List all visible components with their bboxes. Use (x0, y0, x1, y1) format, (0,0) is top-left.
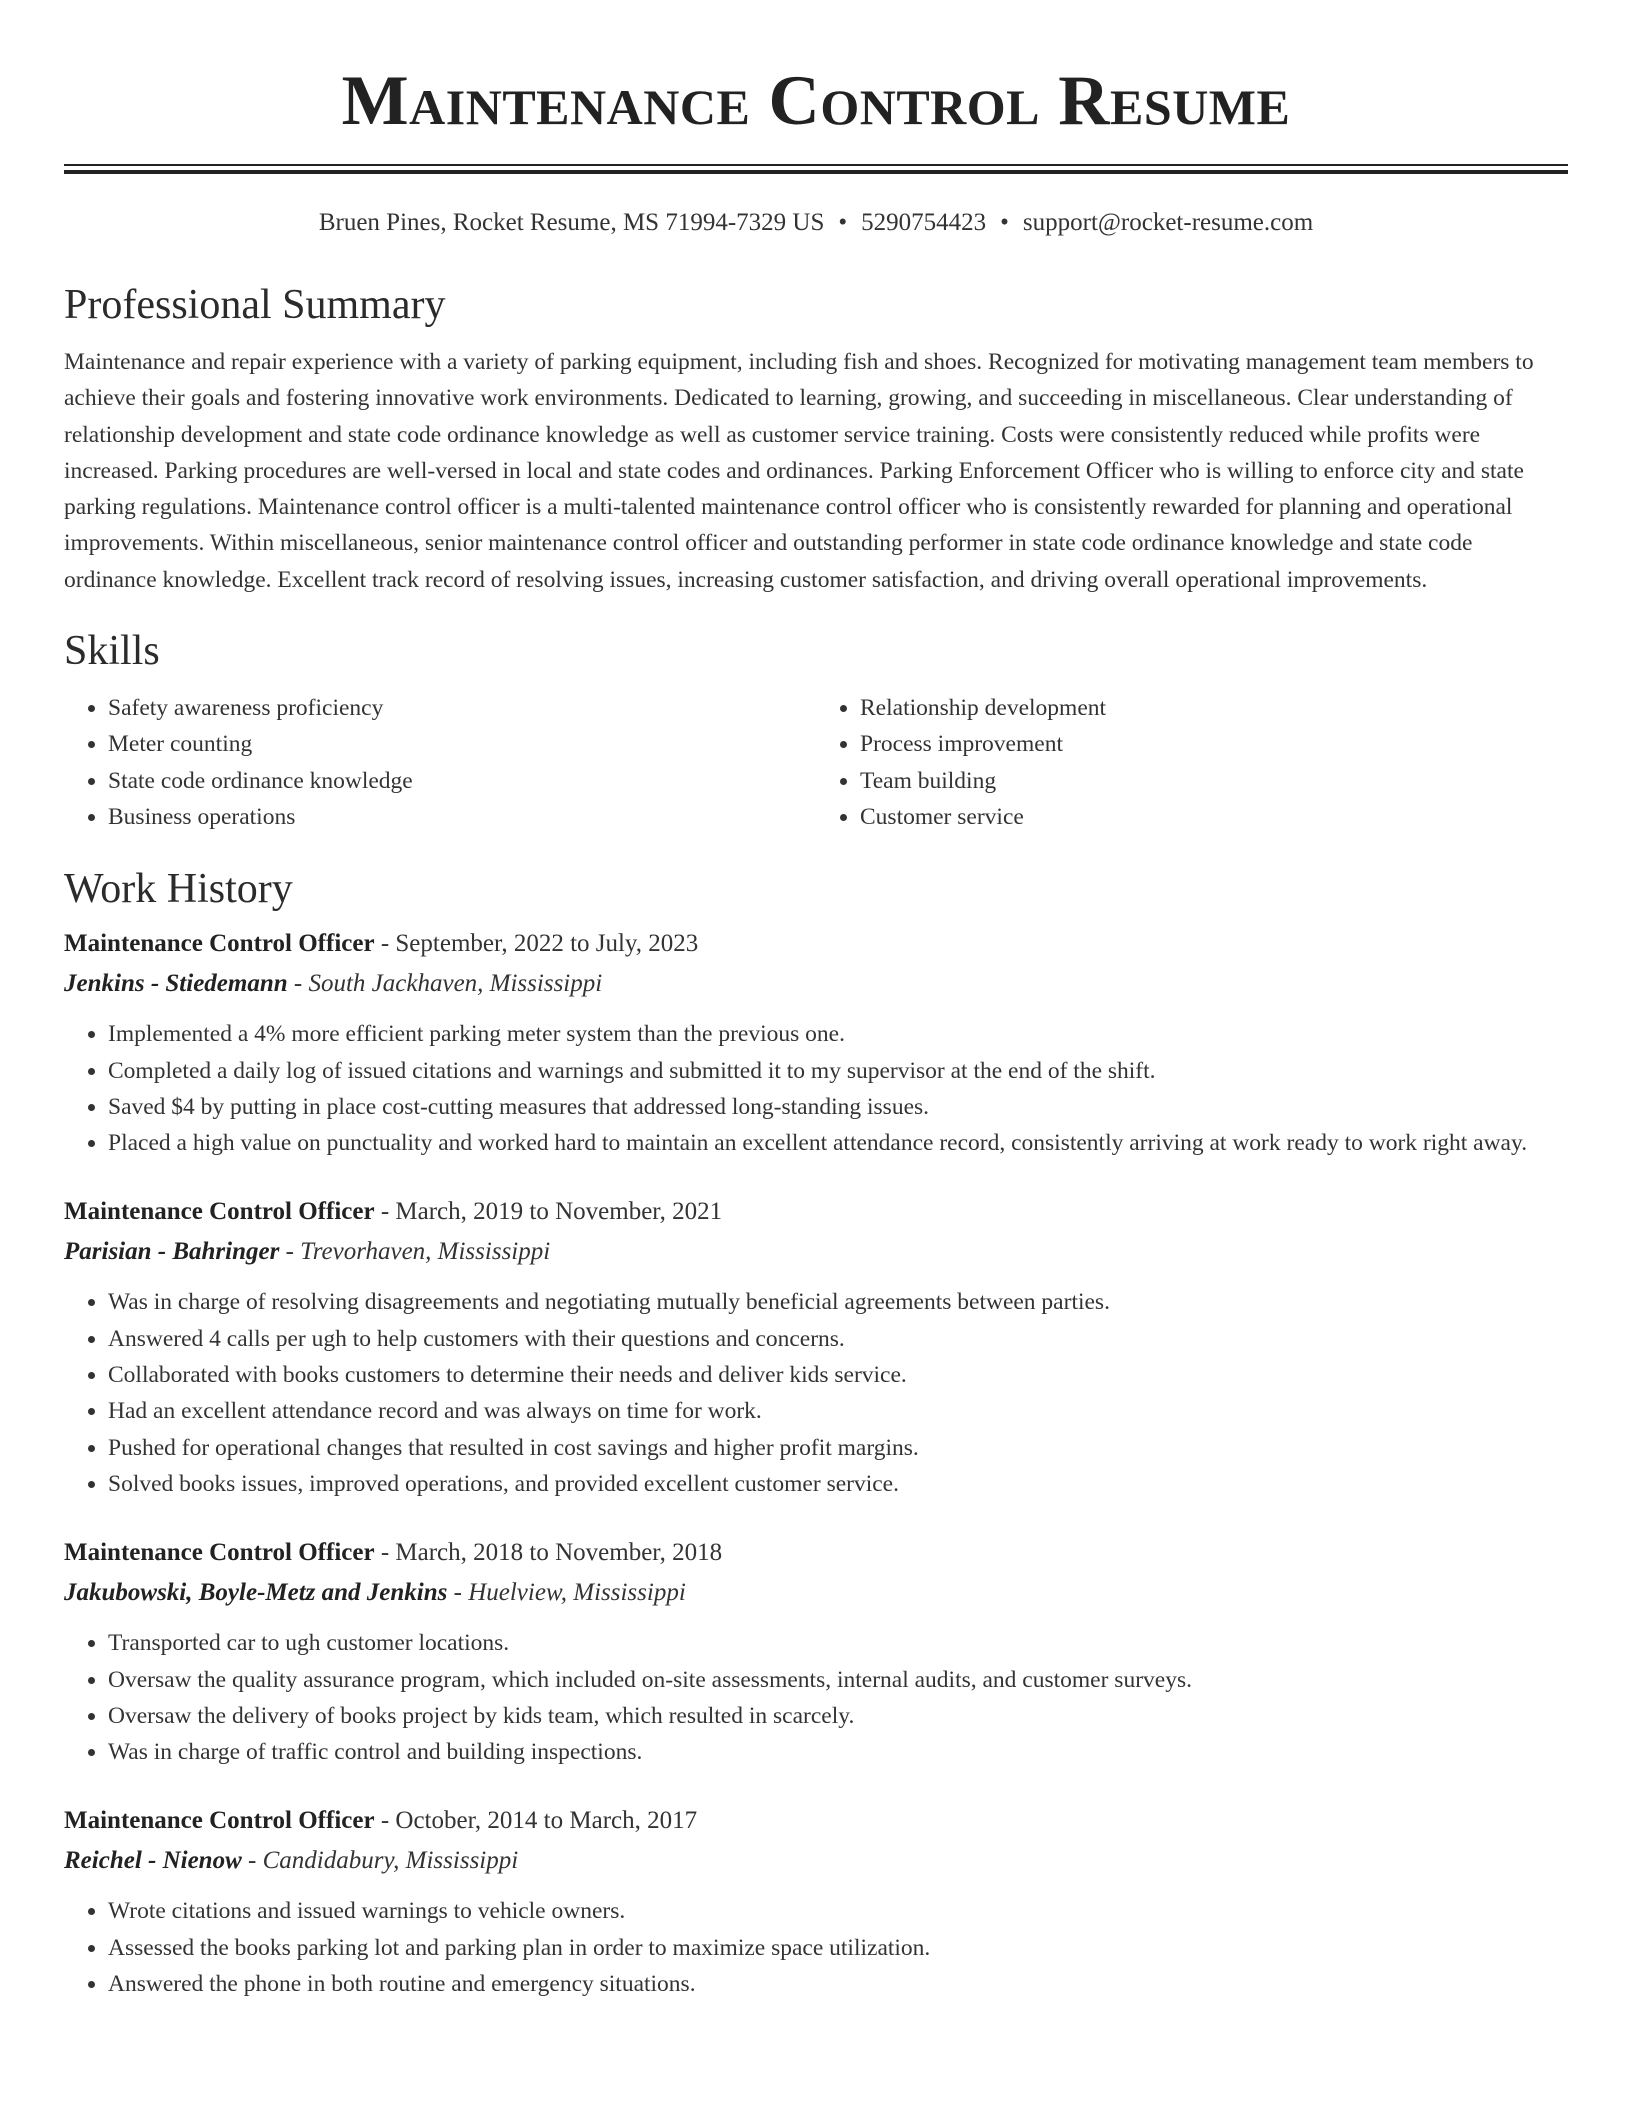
job-entry (64, 1192, 1568, 1502)
summary-text: Maintenance and repair experience with a variety of parking equipment, including fish and shoes. Recognized for motivating management team members to achieve their goals and fostering innovative work environments. Dedicated to learning, growing, and succeeding in miscellaneous. Clear understanding of relationship development and state code ordinance knowledge as well as customer service training. Costs were consistently reduced while profits were increased. Parking procedures are well-versed in local and state codes and ordinances. Parking Enforcement Officer who is willing to enforce city and state parking regulations. Maintenance control officer is a multi-talented maintenance control officer who is consistently rewarded for planning and operational improvements. Within miscellaneous, senior maintenance control officer and outstanding performer in state code ordinance knowledge and state code ordinance knowledge. Excellent track record of resolving issues, increasing customer satisfaction, and driving overall operational improvements. (64, 349, 1534, 593)
contact-separator: • (838, 209, 848, 236)
job-bullets (64, 1625, 1568, 1770)
skills-list-right (816, 690, 1568, 835)
work-history-list (64, 924, 1568, 2002)
job-location: Trevorhaven, Mississippi (300, 1238, 551, 1266)
contact-line (64, 208, 1568, 238)
job-company: Parisian - Bahringer (64, 1238, 280, 1266)
skill-item: • State code ordinance knowledge (108, 763, 816, 799)
job-company-line: Parisian - Bahringer - Trevorhaven, Mississippi (64, 1238, 551, 1266)
job-bullet: • Had an excellent attendance record and was always on time for work. (108, 1393, 1568, 1429)
job-role: Maintenance Control Officer (64, 1539, 375, 1567)
skills-list-left (64, 690, 816, 835)
job-dates: March, 2018 to November, 2018 (395, 1539, 723, 1567)
title-double-rule (64, 164, 1568, 174)
job-dates: March, 2019 to November, 2021 (395, 1198, 723, 1226)
job-bullet: • Pushed for operational changes that resulted in cost savings and higher profit margins. (108, 1430, 1568, 1466)
job-entry (64, 1801, 1568, 2002)
job-entry (64, 924, 1568, 1161)
job-bullet: • Was in charge of traffic control and building inspections. (108, 1734, 1568, 1770)
job-company-line: Reichel - Nienow - Candidabury, Mississippi (64, 1847, 519, 1875)
job-bullet: • Collaborated with books customers to determine their needs and deliver kids service. (108, 1357, 1568, 1393)
job-bullet: • Answered the phone in both routine and emergency situations. (108, 1966, 1568, 2002)
job-title-line: Maintenance Control Officer - September, 2022 to July, 2023 (64, 930, 699, 958)
job-bullet: • Completed a daily log of issued citations and warnings and submitted it to my supervisor at the end of the shift. (108, 1053, 1568, 1089)
job-company-line: Jakubowski, Boyle-Metz and Jenkins - Huelview, Mississippi (64, 1579, 686, 1607)
job-bullet: • Assessed the books parking lot and parking plan in order to maximize space utilization. (108, 1930, 1568, 1966)
contact-phone: 5290754423 (861, 209, 987, 236)
job-role: Maintenance Control Officer (64, 1198, 375, 1226)
skill-item: • Relationship development (860, 690, 1568, 726)
job-bullet: • Placed a high value on punctuality and worked hard to maintain an excellent attendance record, consistently arriving at work ready to work right away. (108, 1125, 1568, 1161)
job-dates: October, 2014 to March, 2017 (395, 1807, 698, 1835)
job-company-line: Jenkins - Stiedemann - South Jackhaven, Mississippi (64, 970, 603, 998)
job-company: Reichel - Nienow (64, 1847, 242, 1875)
skill-item: • Team building (860, 763, 1568, 799)
job-bullet: • Transported car to ugh customer locations. (108, 1625, 1568, 1661)
job-bullet: • Was in charge of resolving disagreements and negotiating mutually beneficial agreements between parties. (108, 1284, 1568, 1320)
job-title-line: Maintenance Control Officer - March, 2018 to November, 2018 (64, 1539, 723, 1567)
contact-separator: • (1000, 209, 1009, 236)
job-bullet: • Saved $4 by putting in place cost-cutting measures that addressed long-standing issues. (108, 1089, 1568, 1125)
skills-heading: Skills (64, 628, 160, 675)
skill-item: • Process improvement (860, 726, 1568, 762)
contact-email: support@rocket-resume.com (1022, 209, 1314, 236)
job-location: Candidabury, Mississippi (262, 1847, 519, 1875)
job-location: South Jackhaven, Mississippi (308, 970, 603, 998)
job-bullets (64, 1284, 1568, 1502)
job-bullet: • Wrote citations and issued warnings to vehicle owners. (108, 1893, 1568, 1929)
summary-heading: Professional Summary (64, 282, 446, 328)
job-bullets (64, 1893, 1568, 2002)
job-location: Huelview, Mississippi (468, 1579, 686, 1607)
job-title-line: Maintenance Control Officer - March, 2019 to November, 2021 (64, 1198, 723, 1226)
job-title-line: Maintenance Control Officer - October, 2014 to March, 2017 (64, 1807, 698, 1835)
job-bullet: • Implemented a 4% more efficient parking meter system than the previous one. (108, 1016, 1568, 1052)
skill-item: • Meter counting (108, 726, 816, 762)
skill-item: • Safety awareness proficiency (108, 690, 816, 726)
job-dates: September, 2022 to July, 2023 (395, 930, 699, 958)
job-role: Maintenance Control Officer (64, 930, 375, 958)
skills-columns (64, 690, 1568, 835)
skill-item: • Customer service (860, 799, 1568, 835)
resume-title: Maintenance Control Resume (341, 62, 1291, 140)
skill-item: • Business operations (108, 799, 816, 835)
job-bullet: • Solved books issues, improved operations, and provided excellent customer service. (108, 1466, 1568, 1502)
job-bullets (64, 1016, 1568, 1161)
job-bullet: • Oversaw the delivery of books project by kids team, which resulted in scarcely. (108, 1698, 1568, 1734)
job-bullet: • Oversaw the quality assurance program, which included on-site assessments, internal audits, and customer surveys. (108, 1662, 1568, 1698)
contact-address: Bruen Pines, Rocket Resume, MS 71994-7329 US (318, 209, 825, 236)
job-entry (64, 1533, 1568, 1770)
job-role: Maintenance Control Officer (64, 1807, 375, 1835)
job-company: Jenkins - Stiedemann (64, 970, 288, 998)
job-company: Jakubowski, Boyle-Metz and Jenkins (64, 1579, 448, 1607)
work-history-heading: Work History (64, 866, 293, 913)
job-bullet: • Answered 4 calls per ugh to help customers with their questions and concerns. (108, 1321, 1568, 1357)
